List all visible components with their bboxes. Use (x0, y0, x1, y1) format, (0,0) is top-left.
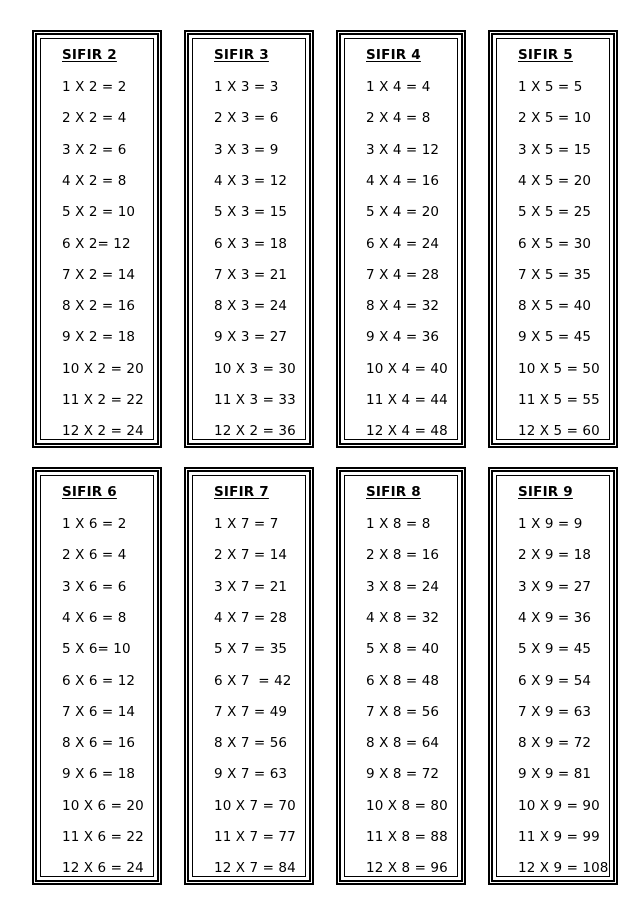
multiplication-row: 4 X 7 = 28 (214, 609, 288, 626)
multiplication-row: 2 X 2 = 4 (62, 110, 127, 127)
multiplication-row: 10 X 5 = 50 (518, 360, 600, 377)
sifir-table-card (32, 467, 162, 885)
multiplication-row: 10 X 8 = 80 (366, 797, 448, 814)
multiplication-row: 1 X 6 = 2 (62, 516, 127, 532)
multiplication-row: 9 X 5 = 45 (518, 329, 592, 346)
multiplication-row: 11 X 9 = 99 (518, 829, 600, 845)
multiplication-row: 5 X 7 = 35 (214, 641, 288, 658)
sifir-table-card (32, 30, 162, 448)
multiplication-row: 7 X 4 = 28 (366, 266, 440, 283)
sifir-title: SIFIR 4 (366, 47, 421, 63)
multiplication-row: 1 X 7 = 7 (214, 516, 279, 532)
multiplication-row: 5 X 2 = 10 (62, 204, 136, 221)
sifir-title: SIFIR 2 (62, 47, 117, 63)
sifir-table-card (488, 467, 618, 885)
multiplication-row: 11 X 2 = 22 (62, 392, 144, 408)
multiplication-row: 10 X 4 = 40 (366, 360, 448, 377)
multiplication-row: 12 X 2 = 24 (62, 423, 144, 440)
multiplication-row: 1 X 4 = 4 (366, 79, 431, 95)
sifir-table-card (336, 467, 466, 885)
multiplication-row: 8 X 4 = 32 (366, 298, 440, 315)
multiplication-row: 1 X 3 = 3 (214, 79, 279, 95)
sifir-table-card (184, 467, 314, 885)
multiplication-row: 6 X 2= 12 (62, 235, 131, 252)
multiplication-row: 10 X 6 = 20 (62, 797, 144, 814)
multiplication-row: 3 X 7 = 21 (214, 578, 288, 595)
sifir-title: SIFIR 9 (518, 484, 573, 500)
multiplication-row: 3 X 4 = 12 (366, 141, 440, 158)
sifir-title: SIFIR 8 (366, 484, 421, 500)
multiplication-row: 3 X 8 = 24 (366, 578, 440, 595)
multiplication-row: 2 X 3 = 6 (214, 110, 279, 127)
multiplication-row: 10 X 2 = 20 (62, 360, 144, 377)
multiplication-row: 4 X 4 = 16 (366, 172, 440, 189)
multiplication-row: 11 X 7 = 77 (214, 829, 296, 845)
multiplication-row: 4 X 8 = 32 (366, 609, 440, 626)
multiplication-row: 11 X 3 = 33 (214, 392, 296, 408)
multiplication-row: 11 X 5 = 55 (518, 392, 600, 408)
multiplication-row: 6 X 3 = 18 (214, 235, 288, 252)
multiplication-row: 12 X 9 = 108 (518, 860, 609, 877)
multiplication-row: 12 X 7 = 84 (214, 860, 296, 877)
multiplication-row: 4 X 6 = 8 (62, 609, 127, 626)
multiplication-row: 11 X 8 = 88 (366, 829, 448, 845)
multiplication-row: 8 X 3 = 24 (214, 298, 288, 315)
multiplication-row: 3 X 9 = 27 (518, 578, 592, 595)
multiplication-row: 2 X 4 = 8 (366, 110, 431, 127)
sifir-table-card (336, 30, 466, 448)
multiplication-row: 4 X 2 = 8 (62, 172, 127, 189)
multiplication-row: 3 X 2 = 6 (62, 141, 127, 158)
multiplication-row: 9 X 4 = 36 (366, 329, 440, 346)
multiplication-row: 4 X 3 = 12 (214, 172, 288, 189)
multiplication-row: 5 X 8 = 40 (366, 641, 440, 658)
multiplication-row: 7 X 2 = 14 (62, 266, 136, 283)
multiplication-row: 6 X 6 = 12 (62, 672, 136, 689)
sifir-title: SIFIR 5 (518, 47, 573, 63)
multiplication-row: 9 X 9 = 81 (518, 766, 592, 783)
multiplication-row: 11 X 6 = 22 (62, 829, 144, 845)
multiplication-row: 7 X 6 = 14 (62, 703, 136, 720)
multiplication-row: 9 X 8 = 72 (366, 766, 440, 783)
sifir-title: SIFIR 7 (214, 484, 269, 500)
multiplication-row: 10 X 7 = 70 (214, 797, 296, 814)
multiplication-row: 2 X 6 = 4 (62, 547, 127, 564)
multiplication-row: 2 X 7 = 14 (214, 547, 288, 564)
multiplication-row: 7 X 5 = 35 (518, 266, 592, 283)
multiplication-row: 8 X 7 = 56 (214, 735, 288, 752)
multiplication-row: 12 X 4 = 48 (366, 423, 448, 440)
sifir-table-card (184, 30, 314, 448)
multiplication-row: 9 X 6 = 18 (62, 766, 136, 783)
multiplication-row: 5 X 4 = 20 (366, 204, 440, 221)
multiplication-row: 6 X 4 = 24 (366, 235, 440, 252)
multiplication-row: 6 X 5 = 30 (518, 235, 592, 252)
multiplication-row: 10 X 3 = 30 (214, 360, 296, 377)
multiplication-row: 1 X 9 = 9 (518, 516, 583, 532)
multiplication-row: 6 X 9 = 54 (518, 672, 592, 689)
sifir-title: SIFIR 3 (214, 47, 269, 63)
multiplication-row: 12 X 2 = 36 (214, 423, 296, 440)
multiplication-row: 10 X 9 = 90 (518, 797, 600, 814)
multiplication-row: 1 X 8 = 8 (366, 516, 431, 532)
multiplication-row: 1 X 5 = 5 (518, 79, 583, 95)
multiplication-row: 7 X 3 = 21 (214, 266, 288, 283)
multiplication-row: 3 X 3 = 9 (214, 141, 279, 158)
multiplication-row: 4 X 9 = 36 (518, 609, 592, 626)
multiplication-row: 5 X 5 = 25 (518, 204, 592, 221)
multiplication-row: 2 X 8 = 16 (366, 547, 440, 564)
multiplication-row: 8 X 9 = 72 (518, 735, 592, 752)
multiplication-row: 8 X 8 = 64 (366, 735, 440, 752)
multiplication-row: 8 X 6 = 16 (62, 735, 136, 752)
multiplication-row: 12 X 8 = 96 (366, 860, 448, 877)
multiplication-row: 7 X 7 = 49 (214, 703, 288, 720)
multiplication-row: 12 X 6 = 24 (62, 860, 144, 877)
multiplication-row: 11 X 4 = 44 (366, 392, 448, 408)
multiplication-row: 6 X 8 = 48 (366, 672, 440, 689)
multiplication-row: 9 X 7 = 63 (214, 766, 288, 783)
multiplication-row: 1 X 2 = 2 (62, 79, 127, 95)
multiplication-row: 8 X 2 = 16 (62, 298, 136, 315)
multiplication-row: 5 X 9 = 45 (518, 641, 592, 658)
multiplication-row: 6 X 7 = 42 (214, 672, 292, 689)
multiplication-row: 2 X 9 = 18 (518, 547, 592, 564)
multiplication-row: 7 X 9 = 63 (518, 703, 592, 720)
multiplication-row: 9 X 3 = 27 (214, 329, 288, 346)
multiplication-row: 5 X 6= 10 (62, 641, 131, 658)
multiplication-row: 2 X 5 = 10 (518, 110, 592, 127)
multiplication-row: 9 X 2 = 18 (62, 329, 136, 346)
sifir-table-card (488, 30, 618, 448)
multiplication-row: 4 X 5 = 20 (518, 172, 592, 189)
multiplication-row: 5 X 3 = 15 (214, 204, 288, 221)
multiplication-row: 7 X 8 = 56 (366, 703, 440, 720)
multiplication-row: 3 X 6 = 6 (62, 578, 127, 595)
multiplication-row: 8 X 5 = 40 (518, 298, 592, 315)
multiplication-row: 12 X 5 = 60 (518, 423, 600, 440)
multiplication-row: 3 X 5 = 15 (518, 141, 592, 158)
sifir-title: SIFIR 6 (62, 484, 117, 500)
